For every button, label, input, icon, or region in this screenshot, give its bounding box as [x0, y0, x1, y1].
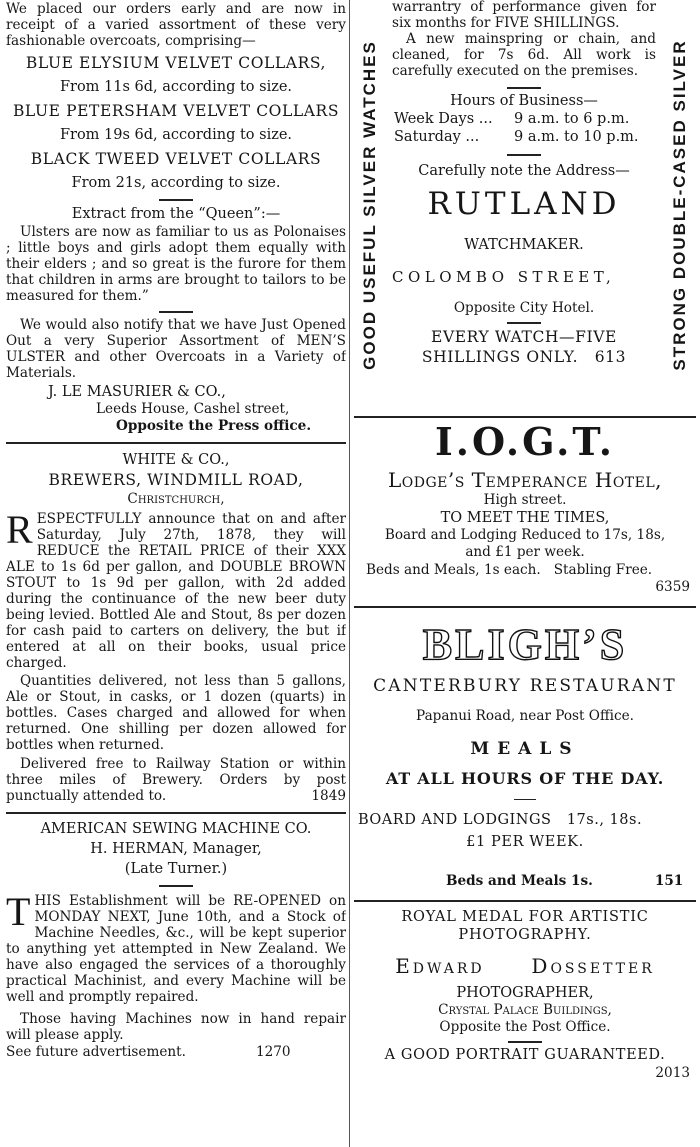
overcoat-item-price: From 21s, according to size.: [71, 175, 281, 191]
short-rule: [159, 311, 193, 313]
saturday-label: Saturday ...: [394, 129, 480, 145]
iogt-stabling: Stabling Free.: [553, 562, 653, 578]
rutland-opposite: Opposite City Hotel.: [453, 300, 595, 316]
photo-first-name: Edward: [395, 954, 485, 978]
iogt-hotel: Lodge’s Temperance Hotel,: [387, 468, 663, 492]
bligh-meals: MEALS: [470, 739, 580, 759]
iogt-beds: Beds and Meals, 1s each.: [366, 562, 541, 578]
photo-name: [354, 952, 696, 980]
weekdays-label: Week Days ...: [394, 111, 493, 127]
bligh-board-label: BOARD AND LODGINGS: [358, 812, 552, 828]
column-separator: [354, 606, 696, 608]
rutland-trade: WATCHMAKER.: [464, 237, 584, 253]
side-banner-left: [356, 0, 384, 410]
overcoat-item-name: BLACK TWEED VELVET COLLARS: [30, 150, 322, 168]
firm-name: J. LE MASURIER & CO.,: [48, 384, 226, 400]
white-place: Christchurch,: [127, 491, 225, 507]
iogt-title: I.O.G.T.: [434, 419, 616, 464]
sewing-body: [6, 889, 346, 1005]
short-rule: [508, 1041, 542, 1043]
bligh-week: £1 PER WEEK.: [466, 834, 584, 850]
sewing-late: (Late Turner.): [124, 861, 228, 877]
column-separator: [6, 442, 346, 444]
bligh-hours: AT ALL HOURS OF THE DAY.: [385, 769, 665, 788]
bligh-board-rates: 17s., 18s.: [566, 812, 643, 828]
short-rule: [159, 199, 193, 201]
bligh-beds-line: [354, 873, 696, 890]
bligh-location: Papanui Road, near Post Office.: [416, 708, 634, 724]
photo-opposite: Opposite the Post Office.: [439, 1019, 611, 1035]
weekdays-time: 9 a.m. to 6 p.m.: [514, 111, 630, 127]
overcoat-item-name: BLUE PETERSHAM VELVET COLLARS: [12, 102, 340, 120]
photo-building: Crystal Palace Buildings,: [438, 1002, 612, 1018]
iogt-meet: TO MEET THE TIMES,: [440, 510, 610, 526]
photo-trade: PHOTOGRAPHER,: [456, 985, 594, 1001]
overcoat-item-name: BLUE ELYSIUM VELVET COLLARS,: [25, 54, 327, 72]
bligh-board-line: [354, 811, 696, 829]
rutland-street: COLOMBO STREET,: [392, 268, 616, 286]
white-body-text: ESPECTFULLY announce that on and after Saturday, July 27th, 1878, they will REDUCE the RETAIL PRICE of their XXX ALE to 1s 6d per gallon, and DOUBLE BROWN STOUT to 1s 9d per gallon, with 2d added during the continuance of the new beer duty being levied. Bottled Ale and Stout, 8s per dozen for cash paid to carters on delivery, the but if entered at all on their books, usual price charged.: [6, 511, 346, 671]
iogt-rate: and £1 per week.: [465, 544, 585, 560]
short-rule: [507, 154, 541, 156]
sewing-title: AMERICAN SEWING MACHINE CO.: [40, 821, 312, 837]
short-rule: [514, 799, 536, 800]
iogt-street: High street.: [483, 492, 567, 508]
side-banner-right: [666, 0, 694, 410]
iogt-beds-line: [354, 562, 696, 579]
notify-text: We would also notify that we have Just Opened Out a very Superior Assortment of MEN’S ULSTER and other Overcoats in a Variety of Materials.: [6, 317, 346, 381]
overcoat-item-price: From 19s 6d, according to size.: [59, 127, 293, 143]
white-brewers-advert: [6, 451, 346, 804]
photo-last-name: Dossetter: [531, 954, 655, 978]
sewing-footer: [6, 1044, 346, 1061]
white-body: [6, 507, 346, 671]
photo-medal: ROYAL MEDAL FOR ARTISTIC PHOTOGRAPHY.: [401, 909, 649, 943]
white-subtitle: BREWERS, WINDMILL ROAD,: [48, 471, 304, 489]
photographer-advert: [354, 908, 696, 1082]
rutland-slogan-2: [392, 347, 656, 367]
sewing-repair: Those having Machines now in hand repair will please apply.: [6, 1011, 346, 1043]
column-separator: [6, 812, 346, 814]
advert-number: 1849: [311, 788, 346, 804]
bligh-beds: Beds and Meals 1s.: [446, 873, 593, 889]
extract-text: Ulsters are now as familiar to us as Polonaises ; little boys and girls adopt them equally with their elders ; and so great is the furore for them that children in arms are brought to tailors to be measured for them.”: [6, 224, 346, 304]
bligh-advert: [354, 620, 696, 890]
hours-saturday: [392, 128, 656, 146]
left-column: [6, 0, 346, 1147]
extract-heading: Extract from the “Queen”:—: [71, 206, 281, 222]
overcoat-item-price: From 11s 6d, according to size.: [59, 79, 293, 95]
advert-number: 613: [594, 348, 627, 366]
advert-number: 2013: [655, 1065, 690, 1081]
advert-number: 6359: [655, 579, 690, 595]
white-title: WHITE & CO.,: [122, 452, 230, 468]
rutland-slogan-1: EVERY WATCH—FIVE: [431, 328, 617, 346]
sewing-body-text: HIS Establishment will be RE-OPENED on MONDAY NEXT, June 10th, and a Stock of Machine Needles, &c., will be kept superior to anything yet attempted in New Zealand. We have also engaged the services of a thoroughly practical Machinist, and every Machine will be well and promptly repaired.: [6, 893, 346, 1005]
white-quantities: Quantities delivered, not less than 5 gallons, Ale or Stout, in casks, or 1 dozen (quarts) in bottles. Cases charged and allowed for when returned. One shilling per dozen allowed for bottles when returned.: [6, 673, 346, 753]
overcoats-intro: We placed our orders early and are now in receipt of a varied assortment of these very fashionable overcoats, comprising—: [6, 1, 346, 49]
overcoats-advert: [6, 1, 346, 435]
rutland-body: [392, 0, 656, 367]
iogt-board: Board and Lodging Reduced to 17s, 18s,: [384, 527, 666, 543]
sewing-machine-advert: [6, 820, 346, 1061]
firm-opposite: Opposite the Press office.: [116, 418, 312, 434]
address-note: Carefully note the Address—: [418, 163, 630, 179]
sewing-manager: H. HERMAN, Manager,: [90, 841, 262, 857]
rutland-warranty: warrantry of performance given for six months for FIVE SHILLINGS.: [392, 0, 656, 31]
column-separator: [354, 416, 696, 418]
sewing-footer-text: See future advertisement.: [6, 1044, 186, 1060]
hours-weekdays: [392, 110, 656, 128]
dropcap-r: R: [6, 507, 33, 552]
white-delivery: [6, 756, 346, 804]
slogan-text: SHILLINGS ONLY.: [421, 348, 579, 366]
iogt-advert: [354, 420, 696, 596]
column-rule: [349, 0, 350, 1147]
side-text-left: GOOD USEFUL SILVER WATCHES: [360, 40, 379, 370]
dropcap-t: T: [6, 889, 31, 934]
saturday-time: 9 a.m. to 10 p.m.: [514, 129, 639, 145]
hours-title: Hours of Business—: [450, 93, 598, 109]
photo-guarantee: A GOOD PORTRAIT GUARANTEED.: [384, 1047, 666, 1063]
right-column: [354, 0, 696, 1147]
rutland-name: RUTLAND: [427, 186, 621, 222]
bligh-title: BLIGH’S: [422, 620, 628, 669]
short-rule: [159, 885, 193, 887]
rutland-repair: A new mainspring or chain, and cleaned, for 7s 6d. All work is carefully executed on the premises.: [392, 31, 656, 79]
rutland-advert: [354, 0, 696, 410]
short-rule: [507, 87, 541, 89]
firm-address: Leeds House, Cashel street,: [96, 401, 290, 417]
advert-number: 1270: [255, 1044, 291, 1060]
column-separator: [354, 900, 696, 902]
side-text-right: STRONG DOUBLE-CASED SILVER: [670, 39, 689, 371]
short-rule: [507, 322, 541, 324]
white-delivery-text: Delivered free to Railway Station or within three miles of Brewery. Orders by post punctually attended to.: [6, 756, 346, 804]
advert-number: 151: [654, 873, 684, 889]
bligh-subtitle: CANTERBURY RESTAURANT: [373, 676, 677, 696]
